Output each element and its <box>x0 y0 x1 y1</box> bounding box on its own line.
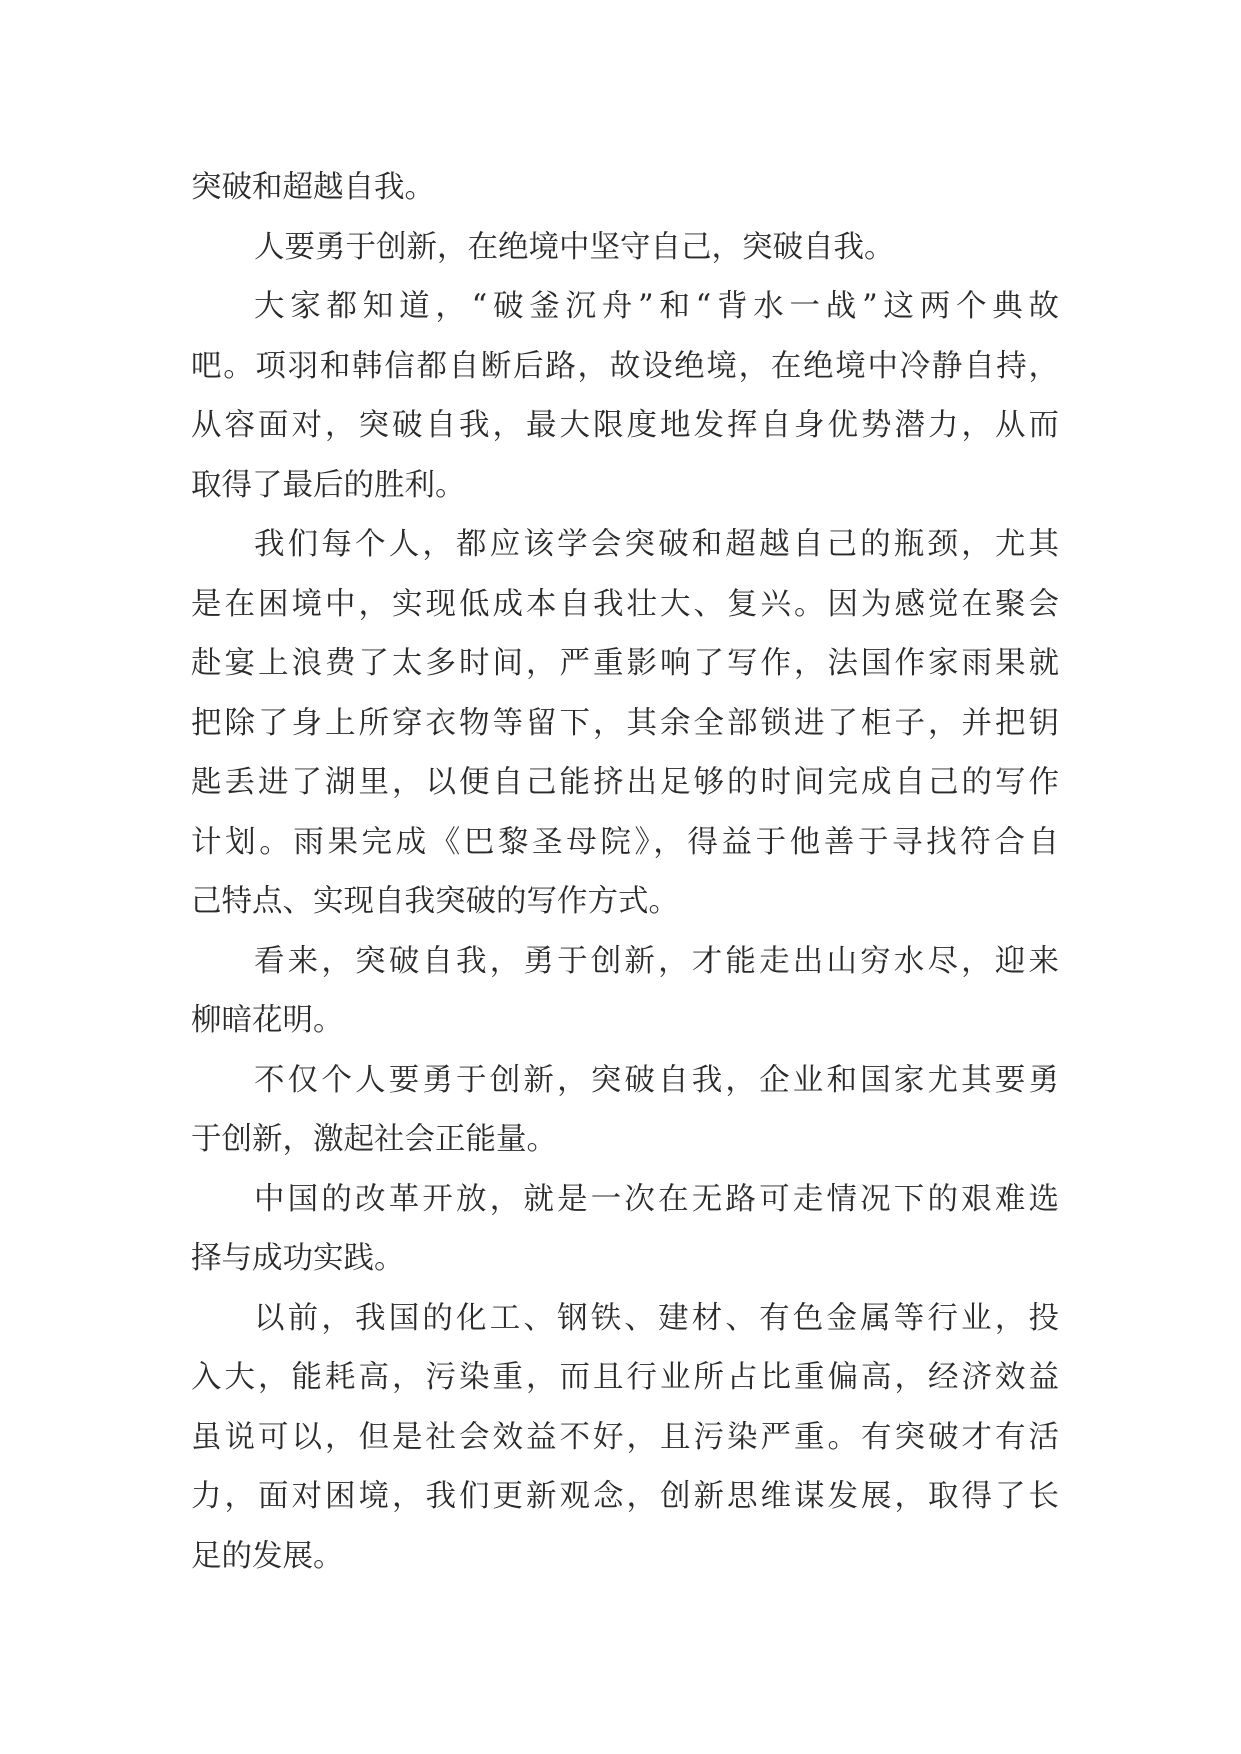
essay-line: 于创新，激起社会正能量。 <box>191 1122 557 1157</box>
essay-body <box>191 158 1059 1586</box>
essay-line: 己特点、实现自我突破的写作方式。 <box>191 884 679 919</box>
essay-line: 突破和超越自我。 <box>191 170 435 205</box>
essay-line: 入大，能耗高，污染重，而且行业所占比重偏高，经济效益 <box>191 1360 1059 1395</box>
essay-line: 取得了最后的胜利。 <box>191 467 466 503</box>
essay-line: 足的发展。 <box>191 1538 344 1574</box>
essay-line: 柳暗花明。 <box>191 1003 344 1038</box>
essay-line: 是在困境中，实现低成本自我壮大、复兴。因为感觉在聚会 <box>191 586 1059 622</box>
essay-line: 计划。雨果完成《巴黎圣母院》，得益于他善于寻找符合自 <box>191 824 1059 860</box>
essay-line: 人要勇于创新，在绝境中坚守自己，突破自我。 <box>254 229 895 265</box>
essay-line: 匙丢进了湖里，以便自己能挤出足够的时间完成自己的写作 <box>191 765 1059 800</box>
essay-line: 看来，突破自我，勇于创新，才能走出山穷水尽，迎来 <box>254 943 1059 979</box>
essay-line: 吧。项羽和韩信都自断后路，故设绝境，在绝境中冷静自持， <box>191 348 1059 384</box>
essay-line: 赴宴上浪费了太多时间，严重影响了写作，法国作家雨果就 <box>191 646 1059 681</box>
essay-line: 择与成功实践。 <box>191 1241 405 1276</box>
essay-line: 以前，我国的化工、钢铁、建材、有色金属等行业，投 <box>254 1300 1059 1336</box>
essay-line: 大家都知道，“破釜沉舟”和“背水一战”这两个典故 <box>254 289 1059 324</box>
essay-line: 不仅个人要勇于创新，突破自我，企业和国家尤其要勇 <box>254 1062 1059 1098</box>
essay-line: 把除了身上所穿衣物等留下，其余全部锁进了柜子，并把钥 <box>191 705 1059 741</box>
essay-line: 中国的改革开放，就是一次在无路可走情况下的艰难选 <box>254 1181 1059 1217</box>
essay-line: 力，面对困境，我们更新观念，创新思维谋发展，取得了长 <box>191 1479 1059 1514</box>
essay-line: 从容面对，突破自我，最大限度地发挥自身优势潜力，从而 <box>191 408 1059 443</box>
essay-line: 我们每个人，都应该学会突破和超越自己的瓶颈，尤其 <box>254 527 1059 562</box>
essay-line: 虽说可以，但是社会效益不好，且污染严重。有突破才有活 <box>191 1419 1059 1455</box>
